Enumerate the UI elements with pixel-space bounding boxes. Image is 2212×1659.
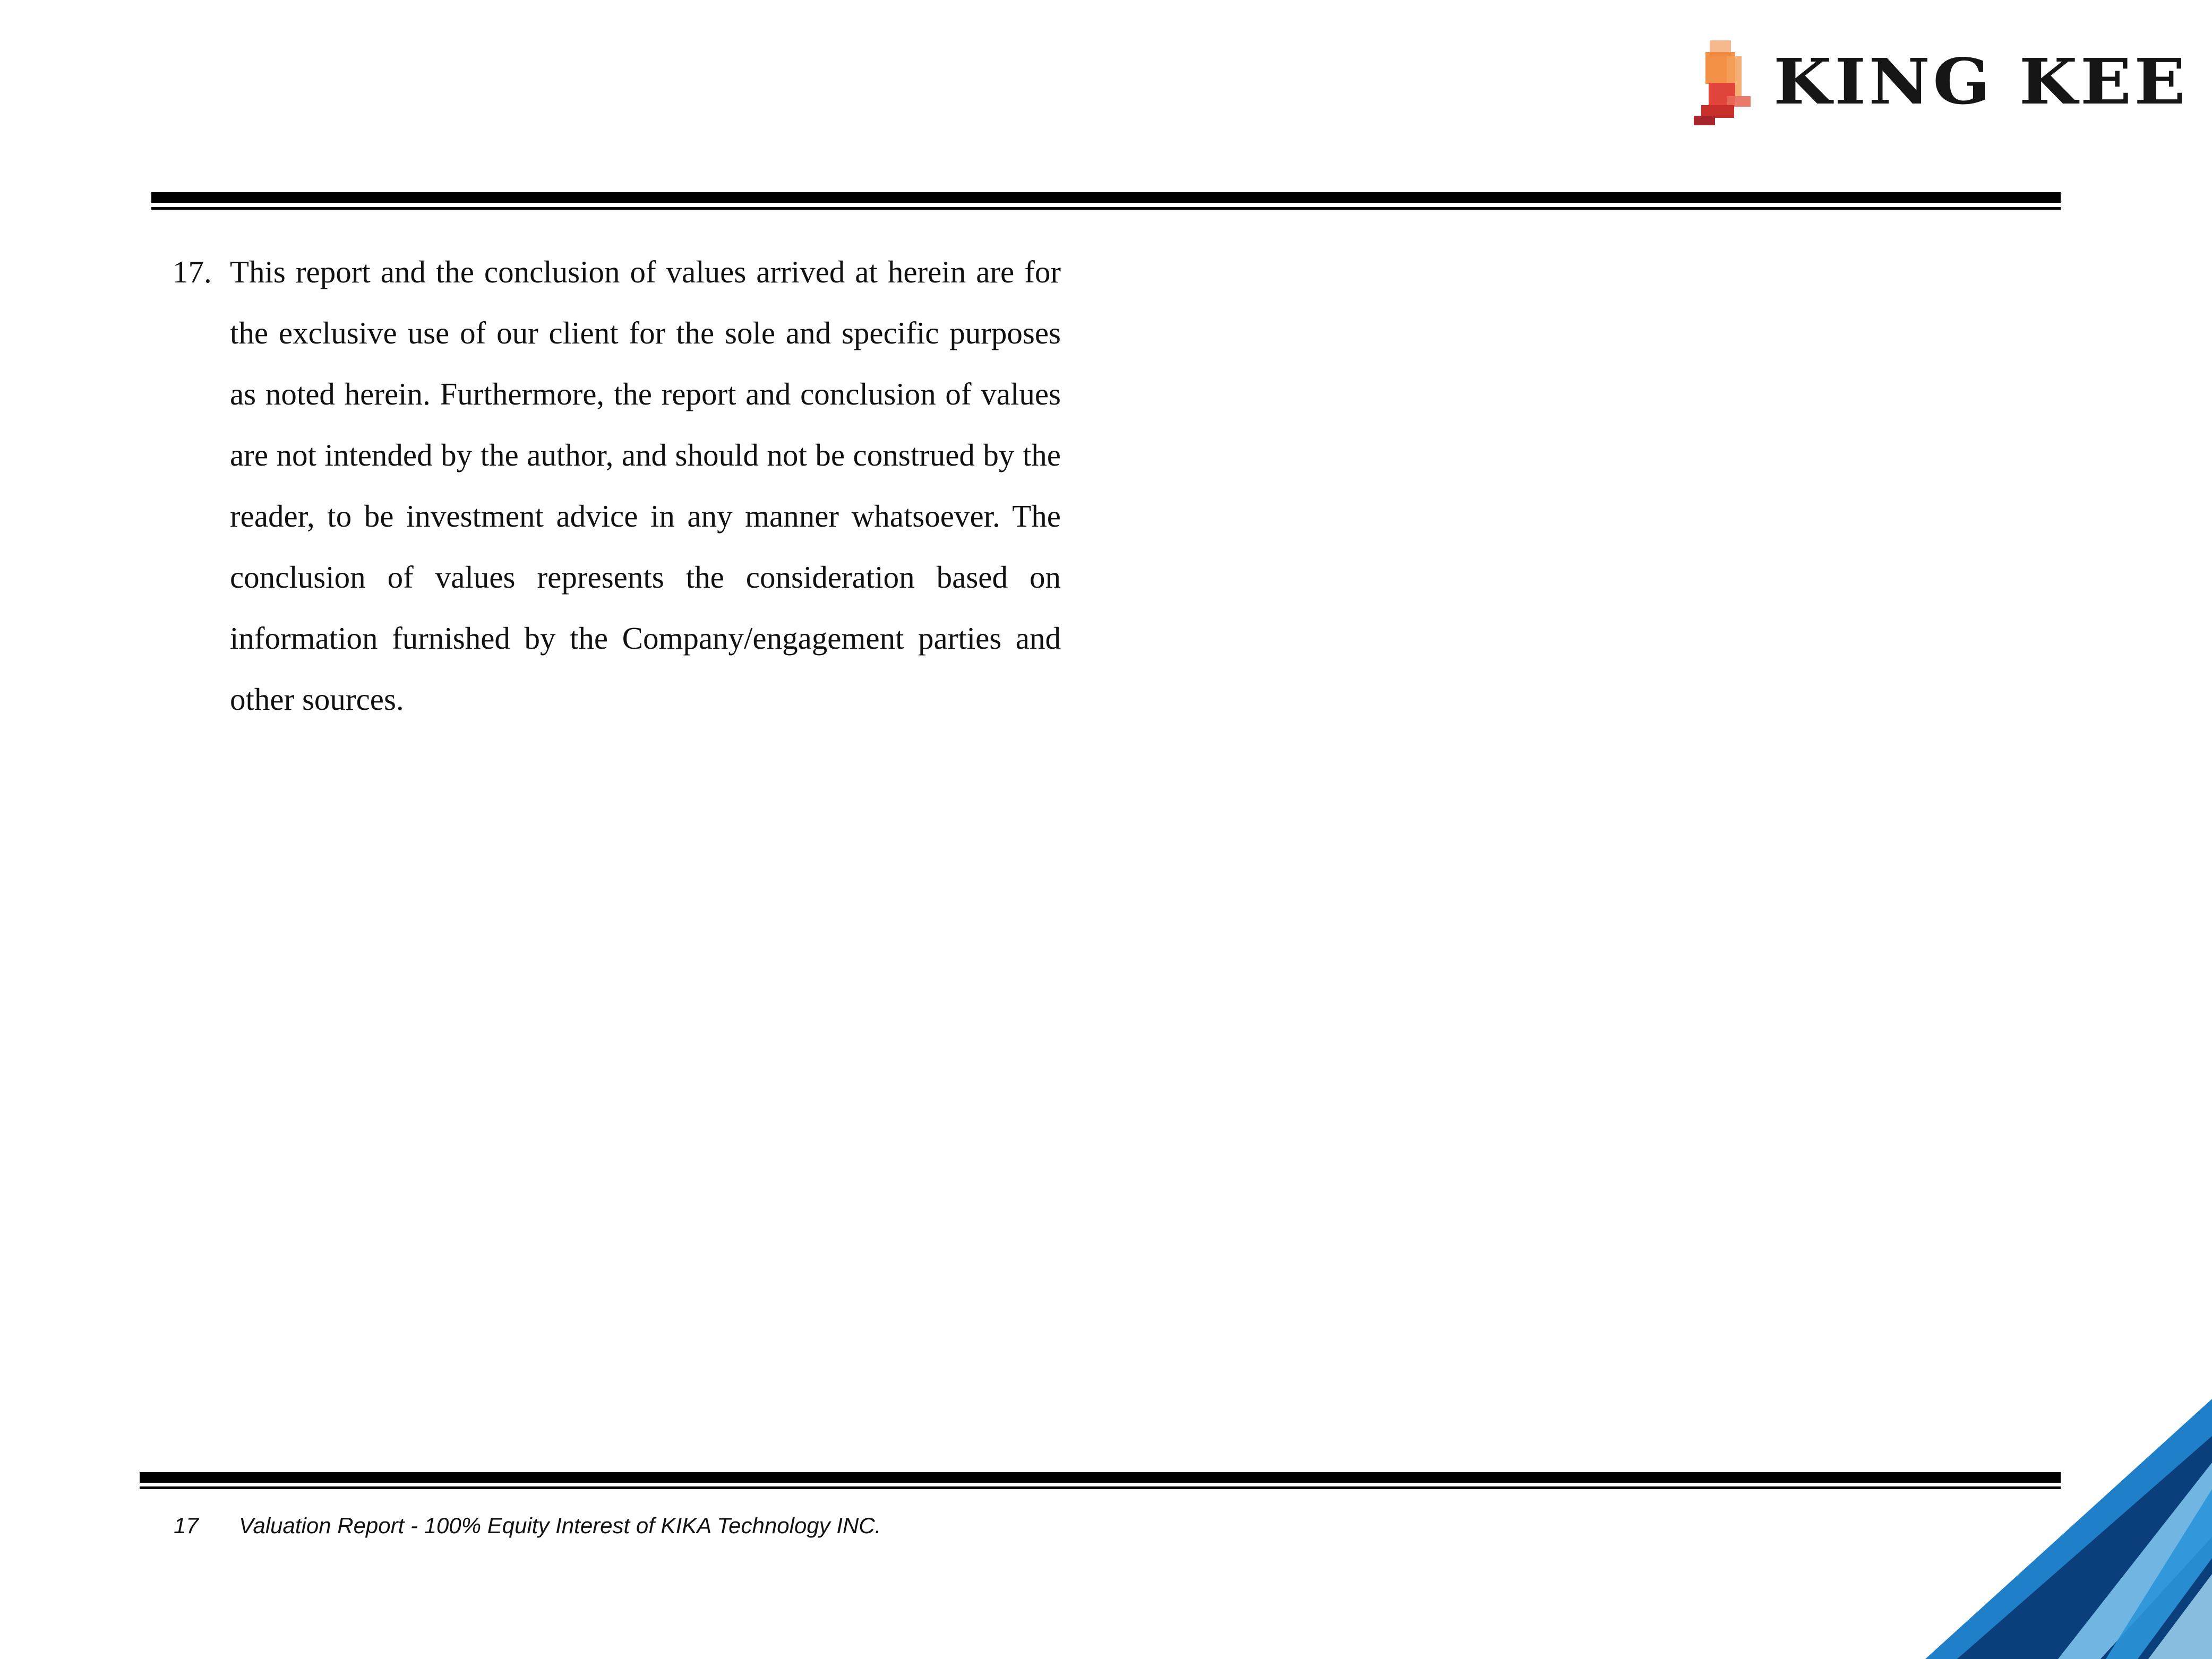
- footer-report-title: Valuation Report - 100% Equity Interest of KIKA Technology INC.: [239, 1513, 881, 1538]
- clause-number: 17.: [173, 254, 212, 289]
- king-kee-logo-mark-icon: [1694, 40, 1755, 131]
- header-divider: [151, 192, 2061, 210]
- company-logo: [1694, 40, 2189, 131]
- footer-page-number: 17: [174, 1513, 199, 1538]
- corner-decoration-icon: [1925, 1399, 2212, 1659]
- clause-text: This report and the conclusion of values arrived at herein are for the exclusive use of our client for the sole and specific purposes as noted herein. Furthermore, the report and conclusion of values are not intended by the author, and should not be construed by the reader, to be investment advice in any manner whatsoever. The conclusion of values represents the consideration based on information furnished by the Company/engagement parties and other sources.: [230, 254, 1061, 717]
- company-name: KING KEE: [1773, 45, 2189, 118]
- footer-divider: [140, 1472, 2061, 1489]
- numbered-clause: [173, 242, 1061, 730]
